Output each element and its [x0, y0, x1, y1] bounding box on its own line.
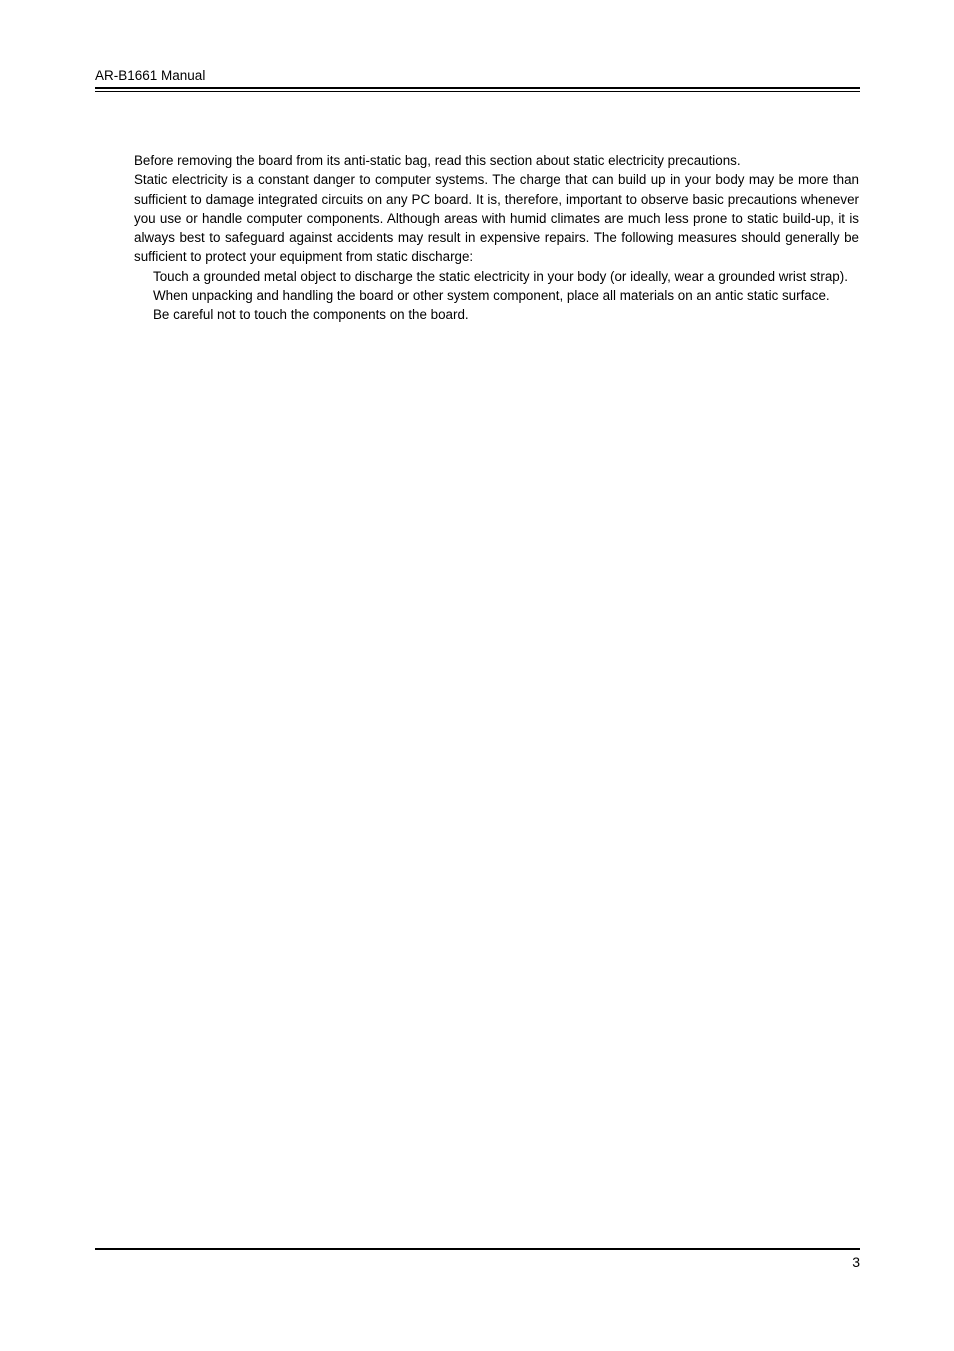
page-content [134, 151, 859, 325]
page-header [95, 67, 860, 92]
static-electricity-paragraph: Static electricity is a constant danger to computer systems. The charge that can build up in your body may be more than sufficient to damage integrated circuits on any PC board. It is, therefore, important to observe basic precautions whenever you use or handle computer components. Although areas with humid climates are much less prone to static build-up, it is always best to safeguard against accidents may result in expensive repairs. The following measures should generally be sufficient to protect your equipment from static discharge: [134, 172, 859, 265]
precautions-list [134, 267, 859, 325]
header-divider [95, 87, 860, 89]
list-item: When unpacking and handling the board or other system component, place all materials on an antic static surface. [153, 288, 830, 304]
list-item: Be careful not to touch the components on the board. [153, 307, 469, 323]
document-title: AR-B1661 Manual [95, 68, 206, 83]
list-item: Touch a grounded metal object to discharge the static electricity in your body (or ideally, wear a grounded wrist strap). [153, 268, 848, 284]
page-number: 3 [852, 1254, 860, 1270]
footer-divider [95, 1248, 860, 1250]
header-divider-thin [95, 91, 860, 92]
intro-paragraph: Before removing the board from its anti-static bag, read this section about static electricity precautions. [134, 153, 741, 168]
page-footer [95, 1248, 860, 1271]
